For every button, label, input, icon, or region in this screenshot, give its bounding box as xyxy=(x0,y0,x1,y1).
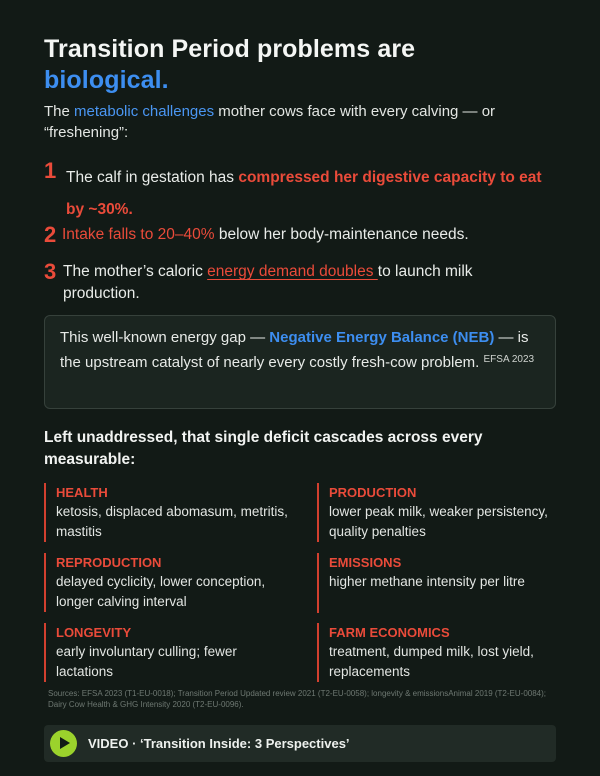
challenge-point-1 xyxy=(44,158,544,226)
point-number: 1 xyxy=(44,158,57,183)
intro-highlight: metabolic challenges xyxy=(74,103,215,120)
impact-description: ketosis, displaced abomasum, metritis, mastitis xyxy=(56,504,288,539)
impact-card-production xyxy=(317,483,567,542)
point-highlight: compressed her digestive capacity to eat by ~30%. xyxy=(66,169,542,218)
callout-highlight: Negative Energy Balance (NEB) xyxy=(269,329,495,346)
callout-after: — is the upstream catalyst of nearly every costly fresh-cow problem. xyxy=(60,329,529,371)
impact-category: LONGEVITY xyxy=(56,625,132,640)
point-highlight: Intake falls to 20–40% xyxy=(62,226,215,243)
title-accent: biological. xyxy=(44,66,169,94)
point-number: 3 xyxy=(44,259,57,284)
impact-card-health xyxy=(44,483,294,542)
impact-card-emissions xyxy=(317,553,567,613)
point-highlight: energy demand doubles xyxy=(207,263,378,280)
title-line: Transition Period problems are xyxy=(44,35,416,63)
challenge-point-2 xyxy=(44,224,544,246)
impact-description: early involuntary culling; fewer lactations xyxy=(56,644,237,679)
impact-category: REPRODUCTION xyxy=(56,555,162,570)
impact-category: EMISSIONS xyxy=(329,555,402,570)
intro-text xyxy=(44,101,544,143)
point-text: The mother’s caloric xyxy=(63,263,208,280)
video-button[interactable] xyxy=(44,725,556,762)
impact-category: PRODUCTION xyxy=(329,485,417,500)
sources-footnote: Sources: EFSA 2023 (T1-EU-0018); Transition Period Updated review 2021 (T2-EU-0058); longevity & emissionsAnimal 2019 (T2-EU-0084); Dairy Cow Health & GHG Intensity 2020 (T2-EU-0096). xyxy=(48,689,547,709)
point-text: The calf in gestation has xyxy=(66,169,239,186)
page-title xyxy=(44,34,564,96)
impact-description: higher methane intensity per litre xyxy=(329,574,525,589)
impact-description: treatment, dumped milk, lost yield, replacements xyxy=(329,644,534,679)
intro-before: The xyxy=(44,103,75,120)
challenge-point-3 xyxy=(44,261,544,305)
point-number: 2 xyxy=(44,222,57,247)
impact-category: HEALTH xyxy=(56,485,108,500)
impact-description: delayed cyclicity, lower conception, longer calving interval xyxy=(56,574,266,609)
neb-callout xyxy=(44,315,556,409)
intro-after: mother cows face with every calving — or “freshening”: xyxy=(44,103,496,141)
point-text: below her body-maintenance needs. xyxy=(214,226,469,243)
impact-description: lower peak milk, weaker persistency, quality penalties xyxy=(329,504,548,539)
callout-citation: EFSA 2023 xyxy=(483,354,535,365)
video-label[interactable]: VIDEO · ‘Transition Inside: 3 Perspectives’ xyxy=(88,736,350,751)
impact-card-farm-economics xyxy=(317,623,567,682)
play-icon[interactable] xyxy=(50,730,77,757)
impact-category: FARM ECONOMICS xyxy=(329,625,450,640)
impact-card-longevity xyxy=(44,623,294,682)
point-text-after: to launch milk production. xyxy=(63,263,473,302)
callout-before: This well-known energy gap — xyxy=(60,329,270,346)
impact-card-reproduction xyxy=(44,553,294,612)
cascade-heading: Left unaddressed, that single deficit cascades across every measurable: xyxy=(44,429,483,468)
